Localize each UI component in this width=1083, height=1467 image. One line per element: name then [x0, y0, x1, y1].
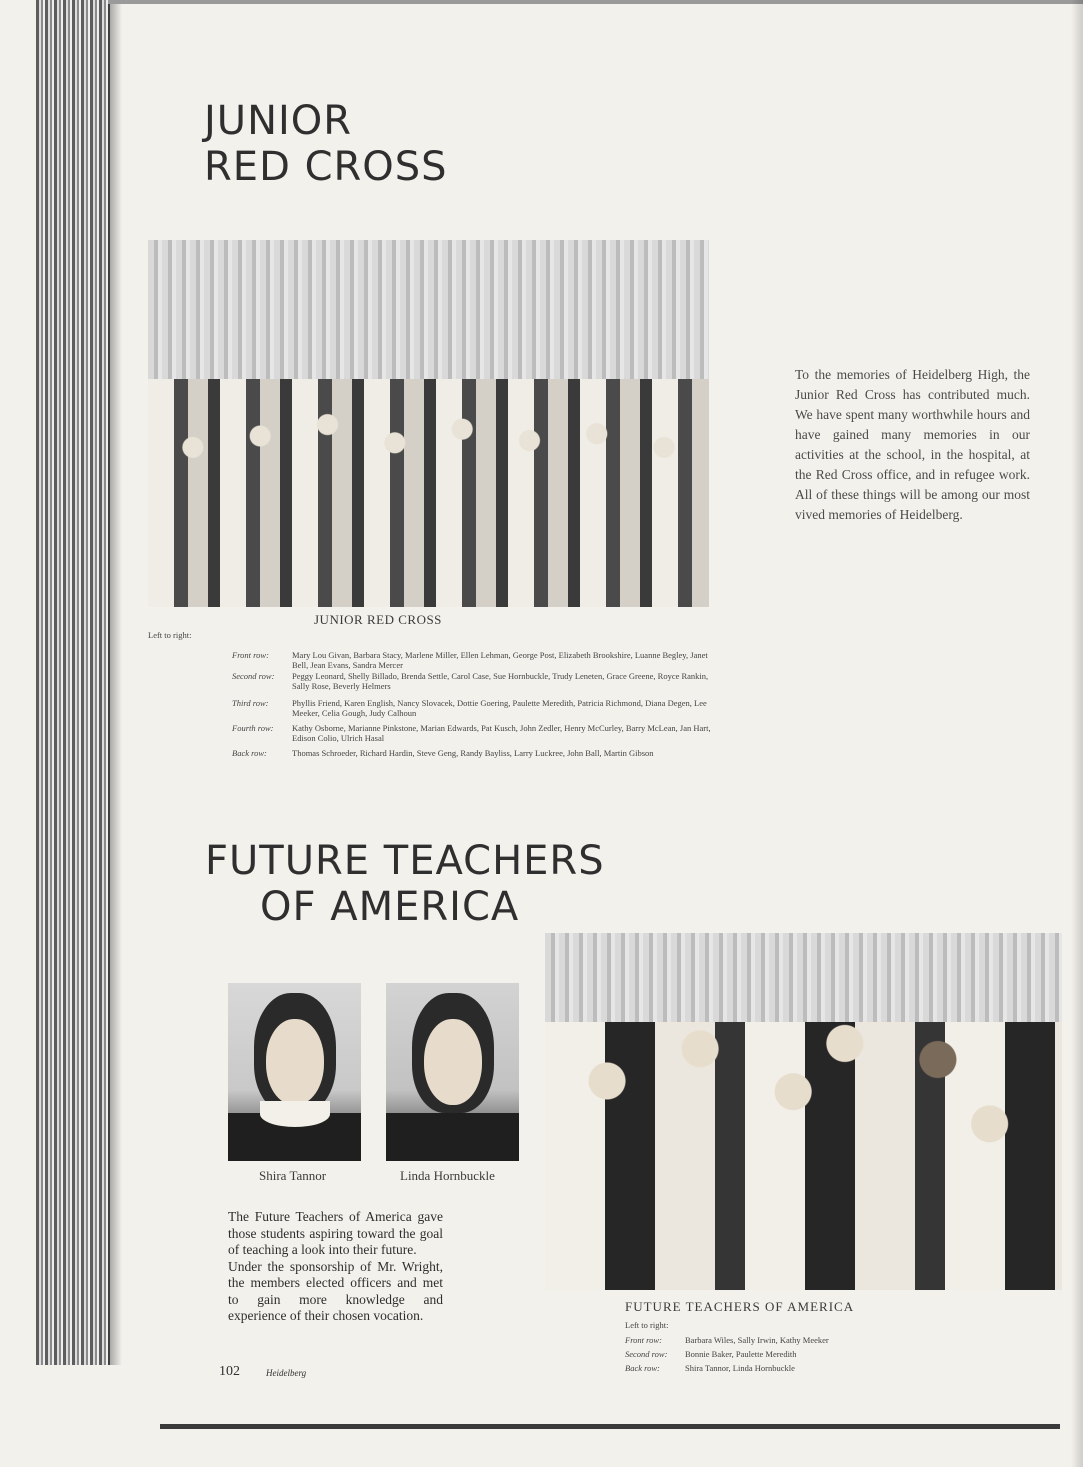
portrait-photo: [386, 983, 519, 1161]
roster-row-label: Back row:: [232, 748, 267, 758]
roster-row-label: Third row:: [232, 698, 269, 708]
roster-row-names: Bonnie Baker, Paulette Meredith: [685, 1349, 797, 1359]
roster-row: [232, 650, 712, 670]
roster-row-label: Second row:: [232, 671, 275, 681]
junior-red-cross-group-photo: [148, 240, 709, 607]
portrait-name: Linda Hornbuckle: [400, 1168, 495, 1183]
roster-row: [232, 671, 712, 691]
future-teachers-photo-caption: FUTURE TEACHERS OF AMERICA: [625, 1299, 855, 1314]
publication-title: Heidelberg: [266, 1368, 307, 1378]
portrait-body: [386, 1113, 519, 1161]
portrait-collar: [260, 1101, 330, 1127]
description-paragraph: The Future Teachers of America gave those students aspiring toward the goal of teaching a look into their future.: [228, 1209, 443, 1257]
binding-shadow: [108, 0, 122, 1365]
roster-row-label: Second row:: [625, 1349, 668, 1359]
roster-row-names: Thomas Schroeder, Richard Hardin, Steve Geng, Randy Bayliss, Larry Luckree, John Ball, Martin Gibson: [292, 748, 654, 758]
heading-line: RED CROSS: [204, 144, 448, 190]
roster-row: [625, 1335, 829, 1345]
page-number: 102: [219, 1364, 240, 1379]
junior-red-cross-photo-caption: JUNIOR RED CROSS: [314, 612, 442, 627]
roster-row: [232, 748, 712, 758]
future-teachers-heading: [205, 838, 605, 930]
roster-row-names: Phyllis Friend, Karen English, Nancy Slovacek, Dottie Goering, Paulette Meredith, Patricia Richmond, Diana Degen, Lee Meeker, Celia Gough, Judy Calhoun: [292, 698, 707, 718]
stacked-page-edges: [36, 0, 110, 1365]
future-teachers-group-photo: [545, 933, 1062, 1290]
group-members: [545, 1022, 1062, 1290]
roster-row: [232, 698, 712, 718]
future-teachers-left-to-right: Left to right:: [625, 1320, 669, 1330]
group-members: [148, 379, 709, 607]
junior-red-cross-left-to-right: Left to right:: [148, 630, 192, 640]
portrait-name: Shira Tannor: [259, 1168, 327, 1183]
roster-row-label: Front row:: [625, 1335, 662, 1345]
junior-red-cross-description: To the memories of Heidelberg High, the Junior Red Cross has contributed much. We have spent many worthwhile hours and have gained many memories in our activities at the school, in the hospital, at the Red Cross office, and in refugee work. All of these things will be among our most vived memories of Heidelberg.: [795, 367, 1030, 522]
bottom-edge: [160, 1424, 1060, 1429]
roster-row-label: Back row:: [625, 1363, 660, 1373]
heading-line: JUNIOR: [204, 98, 353, 144]
roster-row: [232, 723, 712, 743]
portrait-face: [266, 1019, 324, 1105]
roster-row-names: Peggy Leonard, Shelly Billado, Brenda Settle, Carol Case, Sue Hornbuckle, Trudy Leneten, Grace Greene, Royce Rankin, Sally Rose, Beverly Helmers: [292, 671, 709, 691]
roster-row-names: Shira Tannor, Linda Hornbuckle: [685, 1363, 795, 1373]
roster-row-names: Barbara Wiles, Sally Irwin, Kathy Meeker: [685, 1335, 829, 1345]
roster-row: [625, 1349, 797, 1359]
heading-line: OF AMERICA: [260, 884, 520, 930]
portrait-photo: [228, 983, 361, 1161]
portrait-face: [424, 1019, 482, 1105]
description-paragraph: Under the sponsorship of Mr. Wright, the members elected officers and met to gain more knowledge and experience of their chosen vocation.: [228, 1258, 443, 1323]
roster-row-label: Front row:: [232, 650, 269, 660]
top-edge: [108, 0, 1083, 4]
roster-row-label: Fourth row:: [232, 723, 274, 733]
roster-row-names: Kathy Osborne, Marianne Pinkstone, Marian Edwards, Pat Kusch, John Zedler, Henry McCurley, Barry McLean, Jan Hart, Edison Colio, Ulrich Hasal: [292, 723, 711, 743]
junior-red-cross-heading: [204, 98, 448, 190]
heading-line: FUTURE TEACHERS: [205, 838, 605, 884]
right-edge-shadow: [1071, 0, 1083, 1467]
roster-row: [625, 1363, 795, 1373]
roster-row-names: Mary Lou Givan, Barbara Stacy, Marlene Miller, Ellen Lehman, George Post, Elizabeth Brookshire, Luanne Begley, Janet Bell, Jean Evans, Sandra Mercer: [292, 650, 708, 670]
future-teachers-description: [228, 1209, 443, 1325]
